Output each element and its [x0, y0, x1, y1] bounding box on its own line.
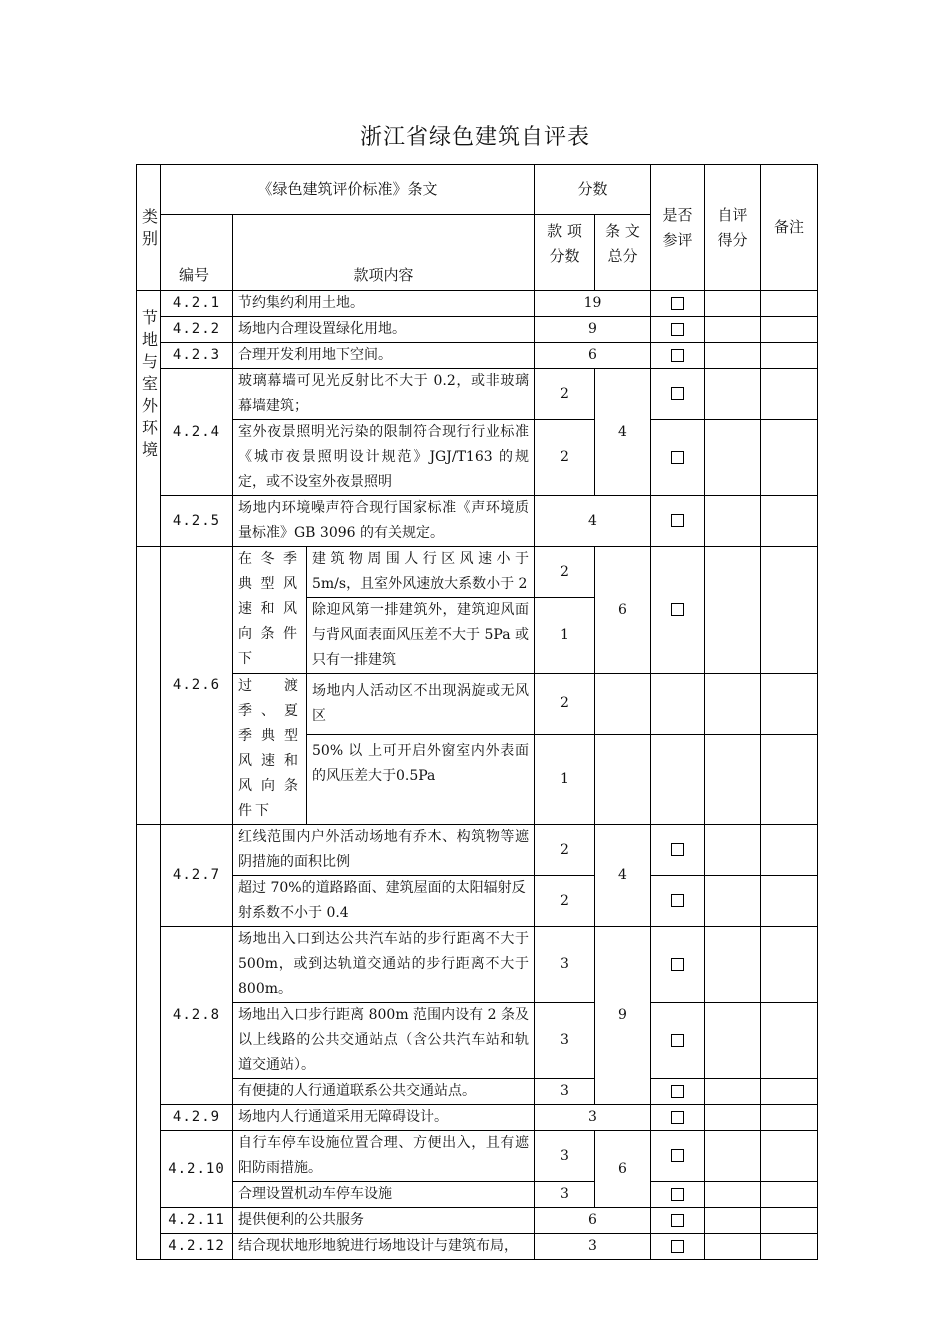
checkbox-icon[interactable] — [671, 451, 684, 464]
clause-score: 3 — [535, 1234, 651, 1260]
checkbox-icon[interactable] — [671, 323, 684, 336]
remark-cell[interactable] — [761, 369, 818, 420]
self-score-cell[interactable] — [705, 496, 761, 547]
self-score-cell[interactable] — [705, 734, 761, 824]
header-participate-text: 是否参评 — [662, 205, 693, 249]
clause-number: 4.2.6 — [161, 547, 233, 825]
table-row — [137, 343, 818, 369]
table-row — [137, 674, 818, 735]
clause-number: 4.2.9 — [161, 1105, 233, 1131]
remark-cell[interactable] — [761, 674, 818, 735]
participate-checkbox[interactable] — [651, 1105, 705, 1131]
clause-text: 场地内合理设置绿化用地。 — [233, 317, 535, 343]
self-score-cell[interactable] — [705, 369, 761, 420]
participate-checkbox[interactable] — [651, 1003, 705, 1079]
item-score: 2 — [535, 547, 595, 598]
clause-number: 4.2.7 — [161, 825, 233, 927]
checkbox-icon[interactable] — [671, 1034, 684, 1047]
item-text: 除迎风第一排建筑外，建筑迎风面与背风面表面风压差不大于 5Pa 或只有一排建筑 — [307, 598, 535, 674]
table-row — [137, 1234, 818, 1260]
table-row — [137, 825, 818, 876]
category-cell — [137, 291, 161, 547]
self-evaluation-table — [136, 164, 818, 1260]
clause-text: 合理开发利用地下空间。 — [233, 343, 535, 369]
table-row — [137, 1131, 818, 1182]
checkbox-icon[interactable] — [671, 894, 684, 907]
clause-number: 4.2.11 — [161, 1208, 233, 1234]
clause-total: 9 — [595, 927, 651, 1105]
table-row — [137, 496, 818, 547]
participate-checkbox[interactable] — [651, 1079, 705, 1105]
self-score-cell[interactable] — [705, 1079, 761, 1105]
participate-checkbox[interactable] — [651, 420, 705, 496]
checkbox-icon[interactable] — [671, 1214, 684, 1227]
item-text: 建筑物周围人行区风速小于 5m/s，且室外风速放大系数小于 2 — [307, 547, 535, 598]
item-score: 2 — [535, 825, 595, 876]
self-score-cell[interactable] — [705, 291, 761, 317]
clause-score: 6 — [535, 343, 651, 369]
table-row — [137, 1105, 818, 1131]
item-text: 场地出入口步行距离 800m 范围内设有 2 条及以上线路的公共交通站点（含公共汽车站和轨道交通站）。 — [233, 1003, 535, 1079]
remark-cell[interactable] — [761, 547, 818, 674]
header-category: 类别 — [142, 206, 159, 248]
remark-cell[interactable] — [761, 291, 818, 317]
checkbox-icon[interactable] — [671, 349, 684, 362]
clause-total-empty — [595, 734, 651, 824]
clause-number: 4.2.8 — [161, 927, 233, 1105]
header-row-1 — [137, 165, 818, 215]
table-row — [137, 317, 818, 343]
header-category-cell — [137, 165, 161, 291]
item-score: 3 — [535, 1131, 595, 1182]
item-score: 2 — [535, 420, 595, 496]
checkbox-icon[interactable] — [671, 1085, 684, 1098]
self-score-cell[interactable] — [705, 1234, 761, 1260]
item-text: 自行车停车设施位置合理、方便出入，且有遮阳防雨措施。 — [233, 1131, 535, 1182]
table-row — [137, 927, 818, 1003]
clause-score: 9 — [535, 317, 651, 343]
table-row — [137, 1079, 818, 1105]
clause-number: 4.2.12 — [161, 1234, 233, 1260]
header-self-score-text: 自评得分 — [717, 205, 748, 249]
checkbox-icon[interactable] — [671, 1111, 684, 1124]
remark-cell[interactable] — [761, 1079, 818, 1105]
checkbox-icon[interactable] — [671, 1149, 684, 1162]
participate-checkbox[interactable] — [651, 927, 705, 1003]
header-remark: 备注 — [761, 165, 818, 291]
header-score: 分数 — [535, 165, 651, 215]
self-score-cell[interactable] — [705, 1131, 761, 1182]
clause-number: 4.2.10 — [161, 1131, 233, 1208]
participate-checkbox[interactable] — [651, 1131, 705, 1182]
clause-total: 6 — [595, 547, 651, 674]
remark-cell[interactable] — [761, 317, 818, 343]
header-number: 编号 — [161, 215, 233, 291]
table-row — [137, 876, 818, 927]
header-clause-total — [595, 215, 651, 291]
category-cell-empty — [137, 825, 161, 1260]
condition-text: 在冬季典型风速和风向条件下 — [233, 547, 307, 674]
participate-checkbox[interactable] — [651, 369, 705, 420]
self-score-cell[interactable] — [705, 1003, 761, 1079]
checkbox-icon[interactable] — [671, 603, 684, 616]
checkbox-icon[interactable] — [671, 514, 684, 527]
checkbox-icon[interactable] — [671, 297, 684, 310]
participate-empty — [651, 734, 705, 824]
clause-score: 4 — [535, 496, 651, 547]
clause-text: 结合现状地形地貌进行场地设计与建筑布局， — [233, 1234, 535, 1260]
item-text: 场地出入口到达公共汽车站的步行距离不大于 500m，或到达轨道交通站的步行距离不大于 800m。 — [233, 927, 535, 1003]
header-clause-total-text: 条 文总分 — [605, 222, 640, 265]
remark-cell[interactable] — [761, 420, 818, 496]
clause-score: 19 — [535, 291, 651, 317]
remark-cell[interactable] — [761, 496, 818, 547]
self-score-cell[interactable] — [705, 1182, 761, 1208]
remark-cell[interactable] — [761, 1003, 818, 1079]
clause-text: 场地内人行通道采用无障碍设计。 — [233, 1105, 535, 1131]
header-content: 款项内容 — [233, 215, 535, 291]
item-text: 场地内人活动区不出现涡旋或无风区 — [307, 674, 535, 735]
clause-total: 4 — [595, 369, 651, 496]
clause-text: 提供便利的公共服务 — [233, 1208, 535, 1234]
participate-checkbox[interactable] — [651, 343, 705, 369]
item-text: 合理设置机动车停车设施 — [233, 1182, 535, 1208]
participate-checkbox[interactable] — [651, 825, 705, 876]
participate-checkbox[interactable] — [651, 547, 705, 674]
participate-empty — [651, 674, 705, 735]
table-row — [137, 291, 818, 317]
clause-number: 4.2.2 — [161, 317, 233, 343]
item-score: 3 — [535, 927, 595, 1003]
self-score-cell[interactable] — [705, 876, 761, 927]
remark-cell[interactable] — [761, 927, 818, 1003]
item-text: 50% 以 上可开启外窗室内外表面的风压差大于0.5Pa — [307, 734, 535, 824]
participate-checkbox[interactable] — [651, 876, 705, 927]
remark-cell[interactable] — [761, 343, 818, 369]
header-standard: 《绿色建筑评价标准》条文 — [161, 165, 535, 215]
condition-text: 过渡季、夏季典型风速和风向条件下 — [233, 674, 307, 825]
remark-cell[interactable] — [761, 1182, 818, 1208]
header-self-score — [705, 165, 761, 291]
item-score: 2 — [535, 369, 595, 420]
page-title: 浙江省绿色建筑自评表 — [359, 125, 590, 150]
self-score-cell[interactable] — [705, 1105, 761, 1131]
remark-cell[interactable] — [761, 825, 818, 876]
checkbox-icon[interactable] — [671, 958, 684, 971]
remark-cell[interactable] — [761, 734, 818, 824]
table-row — [137, 1003, 818, 1079]
header-item-score — [535, 215, 595, 291]
item-score: 2 — [535, 674, 595, 735]
self-score-cell[interactable] — [705, 674, 761, 735]
checkbox-icon[interactable] — [671, 1240, 684, 1253]
item-score: 3 — [535, 1079, 595, 1105]
item-score: 1 — [535, 734, 595, 824]
self-score-cell[interactable] — [705, 1208, 761, 1234]
self-score-cell[interactable] — [705, 825, 761, 876]
clause-score: 3 — [535, 1105, 651, 1131]
category-cell-empty — [137, 547, 161, 825]
participate-checkbox[interactable] — [651, 1234, 705, 1260]
category-label: 节地与室外环境 — [142, 308, 159, 459]
item-score: 3 — [535, 1182, 595, 1208]
item-score: 1 — [535, 598, 595, 674]
clause-number: 4.2.3 — [161, 343, 233, 369]
participate-checkbox[interactable] — [651, 291, 705, 317]
checkbox-icon[interactable] — [671, 387, 684, 400]
clause-text: 节约集约利用土地。 — [233, 291, 535, 317]
remark-cell[interactable] — [761, 1131, 818, 1182]
clause-total-empty — [595, 674, 651, 735]
checkbox-icon[interactable] — [671, 1188, 684, 1201]
participate-checkbox[interactable] — [651, 496, 705, 547]
item-text: 红线范围内户外活动场地有乔木、构筑物等遮阴措施的面积比例 — [233, 825, 535, 876]
clause-total: 4 — [595, 825, 651, 927]
participate-checkbox[interactable] — [651, 1208, 705, 1234]
remark-cell[interactable] — [761, 1208, 818, 1234]
participate-checkbox[interactable] — [651, 317, 705, 343]
self-score-cell[interactable] — [705, 420, 761, 496]
clause-total: 6 — [595, 1131, 651, 1208]
clause-number: 4.2.5 — [161, 496, 233, 547]
clause-number: 4.2.4 — [161, 369, 233, 496]
table-row — [137, 547, 818, 598]
self-score-cell[interactable] — [705, 927, 761, 1003]
participate-checkbox[interactable] — [651, 1182, 705, 1208]
item-text: 超过 70%的道路路面、建筑屋面的太阳辐射反射系数不小于 0.4 — [233, 876, 535, 927]
remark-cell[interactable] — [761, 876, 818, 927]
item-text: 有便捷的人行通道联系公共交通站点。 — [233, 1079, 535, 1105]
checkbox-icon[interactable] — [671, 843, 684, 856]
header-item-score-text: 款 项分数 — [547, 222, 582, 265]
clause-text: 场地内环境噪声符合现行国家标准《声环境质量标准》GB 3096 的有关规定。 — [233, 496, 535, 547]
header-participate — [651, 165, 705, 291]
table-row — [137, 420, 818, 496]
table-row — [137, 369, 818, 420]
table-row — [137, 1182, 818, 1208]
table-row — [137, 1208, 818, 1234]
item-score: 3 — [535, 1003, 595, 1079]
clause-number: 4.2.1 — [161, 291, 233, 317]
item-score: 2 — [535, 876, 595, 927]
clause-score: 6 — [535, 1208, 651, 1234]
self-score-cell[interactable] — [705, 317, 761, 343]
self-score-cell[interactable] — [705, 343, 761, 369]
item-text: 玻璃幕墙可见光反射比不大于 0.2，或非玻璃幕墙建筑； — [233, 369, 535, 420]
remark-cell[interactable] — [761, 1105, 818, 1131]
self-score-cell[interactable] — [705, 547, 761, 674]
item-text: 室外夜景照明光污染的限制符合现行行业标准《城市夜景照明设计规范》JGJ/T163 的规定，或不设室外夜景照明 — [233, 420, 535, 496]
remark-cell[interactable] — [761, 1234, 818, 1260]
